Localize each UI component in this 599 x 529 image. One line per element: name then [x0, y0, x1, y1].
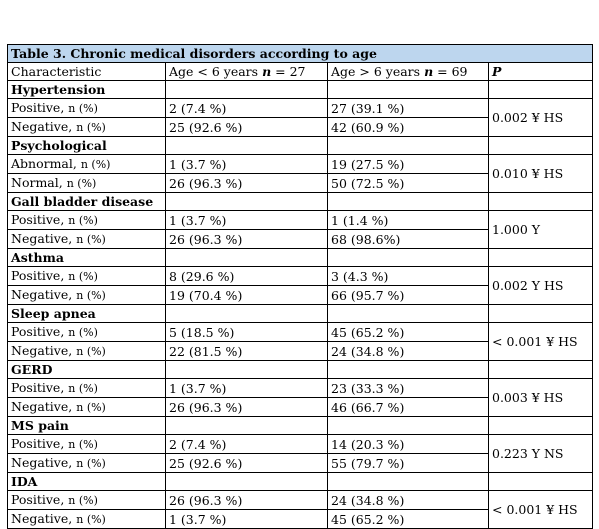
p-value: 0.003 ¥ HS	[489, 379, 593, 417]
group-title: MS pain	[8, 417, 166, 435]
group-title: Asthma	[8, 249, 166, 267]
row-label: Positive,	[11, 380, 65, 395]
empty-cell	[166, 305, 328, 323]
group-header-row	[8, 193, 593, 211]
age-under-6-value: 1 (3.7 %)	[166, 155, 328, 174]
row-unit: n (%)	[76, 121, 106, 134]
empty-cell	[166, 417, 328, 435]
empty-cell	[166, 137, 328, 155]
row-unit: n (%)	[76, 401, 106, 414]
table-row	[8, 323, 593, 342]
empty-cell	[166, 81, 328, 99]
header-age-over-6	[328, 63, 489, 81]
empty-cell	[166, 193, 328, 211]
empty-cell	[489, 305, 593, 323]
age-under-6-value: 2 (7.4 %)	[166, 435, 328, 454]
row-label: Negative,	[11, 343, 73, 358]
header-p-value	[489, 63, 593, 81]
row-unit: n (%)	[68, 270, 98, 283]
age-over-6-value: 45 (65.2 %)	[328, 510, 489, 529]
group-header-row	[8, 473, 593, 491]
row-label-cell	[8, 211, 166, 230]
age-over-6-value: 42 (60.9 %)	[328, 118, 489, 137]
row-label-cell	[8, 174, 166, 193]
age-over-6-value: 27 (39.1 %)	[328, 99, 489, 118]
row-unit: n (%)	[76, 513, 106, 526]
age-over-6-value: 50 (72.5 %)	[328, 174, 489, 193]
header-age-under-6-prefix: Age < 6 years	[169, 64, 263, 79]
age-under-6-value: 25 (92.6 %)	[166, 118, 328, 137]
empty-cell	[489, 137, 593, 155]
row-label: Positive,	[11, 324, 65, 339]
group-header-row	[8, 417, 593, 435]
age-over-6-value: 45 (65.2 %)	[328, 323, 489, 342]
row-label: Negative,	[11, 455, 73, 470]
row-unit: n (%)	[76, 457, 106, 470]
empty-cell	[328, 193, 489, 211]
caption-row	[8, 45, 593, 63]
empty-cell	[328, 137, 489, 155]
p-value: 0.010 ¥ HS	[489, 155, 593, 193]
group-title: Gall bladder disease	[8, 193, 166, 211]
group-header-row	[8, 305, 593, 323]
row-unit: n (%)	[68, 214, 98, 227]
empty-cell	[489, 361, 593, 379]
empty-cell	[489, 193, 593, 211]
row-label: Positive,	[11, 436, 65, 451]
row-label-cell	[8, 435, 166, 454]
age-under-6-value: 1 (3.7 %)	[166, 510, 328, 529]
p-value: < 0.001 ¥ HS	[489, 323, 593, 361]
header-age-over-6-n: n	[424, 64, 434, 79]
group-title: Hypertension	[8, 81, 166, 99]
age-under-6-value: 22 (81.5 %)	[166, 342, 328, 361]
row-unit: n (%)	[68, 494, 98, 507]
header-age-under-6-n: n	[262, 64, 272, 79]
header-p-label: P	[492, 64, 502, 79]
empty-cell	[328, 305, 489, 323]
row-label-cell	[8, 323, 166, 342]
row-label-cell	[8, 267, 166, 286]
row-label: Negative,	[11, 119, 73, 134]
row-label: Negative,	[11, 399, 73, 414]
age-over-6-value: 55 (79.7 %)	[328, 454, 489, 473]
p-value: < 0.001 ¥ HS	[489, 491, 593, 529]
group-title: IDA	[8, 473, 166, 491]
table-row	[8, 379, 593, 398]
row-label-cell	[8, 118, 166, 137]
age-under-6-value: 5 (18.5 %)	[166, 323, 328, 342]
age-under-6-value: 19 (70.4 %)	[166, 286, 328, 305]
row-label-cell	[8, 155, 166, 174]
row-label-cell	[8, 230, 166, 249]
p-value: 0.002 Y HS	[489, 267, 593, 305]
age-over-6-value: 19 (27.5 %)	[328, 155, 489, 174]
table-row	[8, 155, 593, 174]
age-under-6-value: 26 (96.3 %)	[166, 491, 328, 510]
row-label: Negative,	[11, 511, 73, 526]
table-caption: Table 3. Chronic medical disorders according to age	[8, 45, 593, 63]
row-label-cell	[8, 398, 166, 417]
row-label-cell	[8, 491, 166, 510]
empty-cell	[328, 81, 489, 99]
header-age-over-6-suffix: = 69	[433, 64, 468, 79]
age-over-6-value: 24 (34.8 %)	[328, 342, 489, 361]
chronic-disorders-table	[7, 44, 593, 529]
age-over-6-value: 46 (66.7 %)	[328, 398, 489, 417]
age-under-6-value: 1 (3.7 %)	[166, 379, 328, 398]
row-label: Positive,	[11, 212, 65, 227]
row-unit: n (%)	[76, 345, 106, 358]
table-row	[8, 99, 593, 118]
row-unit: n (%)	[68, 326, 98, 339]
header-characteristic: Characteristic	[8, 63, 166, 81]
age-under-6-value: 2 (7.4 %)	[166, 99, 328, 118]
p-value: 1.000 Y	[489, 211, 593, 249]
age-over-6-value: 1 (1.4 %)	[328, 211, 489, 230]
empty-cell	[166, 361, 328, 379]
row-label-cell	[8, 379, 166, 398]
empty-cell	[489, 473, 593, 491]
header-age-under-6-suffix: = 27	[271, 64, 306, 79]
row-unit: n (%)	[76, 289, 106, 302]
row-unit: n (%)	[66, 177, 97, 190]
table-row	[8, 211, 593, 230]
header-age-over-6-prefix: Age > 6 years	[331, 64, 425, 79]
table-row	[8, 435, 593, 454]
row-label: Positive,	[11, 268, 65, 283]
empty-cell	[328, 249, 489, 267]
age-under-6-value: 26 (96.3 %)	[166, 174, 328, 193]
table-row	[8, 491, 593, 510]
age-over-6-value: 24 (34.8 %)	[328, 491, 489, 510]
age-under-6-value: 26 (96.3 %)	[166, 398, 328, 417]
row-label-cell	[8, 454, 166, 473]
group-title: Sleep apnea	[8, 305, 166, 323]
empty-cell	[489, 249, 593, 267]
row-label: Abnormal,	[11, 156, 77, 171]
row-unit: n (%)	[68, 382, 98, 395]
group-title: Psychological	[8, 137, 166, 155]
group-header-row	[8, 81, 593, 99]
group-header-row	[8, 137, 593, 155]
age-over-6-value: 14 (20.3 %)	[328, 435, 489, 454]
age-under-6-value: 25 (92.6 %)	[166, 454, 328, 473]
row-label-cell	[8, 510, 166, 529]
header-age-under-6	[166, 63, 328, 81]
row-label: Normal,	[11, 175, 63, 190]
age-over-6-value: 3 (4.3 %)	[328, 267, 489, 286]
row-label-cell	[8, 342, 166, 361]
empty-cell	[489, 417, 593, 435]
row-label: Negative,	[11, 231, 73, 246]
age-under-6-value: 8 (29.6 %)	[166, 267, 328, 286]
p-value: 0.002 ¥ HS	[489, 99, 593, 137]
row-unit: n (%)	[80, 158, 111, 171]
empty-cell	[328, 417, 489, 435]
empty-cell	[166, 473, 328, 491]
row-unit: n (%)	[68, 102, 98, 115]
row-label: Negative,	[11, 287, 73, 302]
row-unit: n (%)	[68, 438, 98, 451]
empty-cell	[328, 473, 489, 491]
group-header-row	[8, 361, 593, 379]
row-label-cell	[8, 286, 166, 305]
group-title: GERD	[8, 361, 166, 379]
p-value: 0.223 Y NS	[489, 435, 593, 473]
age-under-6-value: 1 (3.7 %)	[166, 211, 328, 230]
row-label: Positive,	[11, 100, 65, 115]
row-label-cell	[8, 99, 166, 118]
age-over-6-value: 66 (95.7 %)	[328, 286, 489, 305]
row-label: Positive,	[11, 492, 65, 507]
header-row	[8, 63, 593, 81]
empty-cell	[328, 361, 489, 379]
age-under-6-value: 26 (96.3 %)	[166, 230, 328, 249]
empty-cell	[489, 81, 593, 99]
row-unit: n (%)	[76, 233, 106, 246]
empty-cell	[166, 249, 328, 267]
age-over-6-value: 68 (98.6%)	[328, 230, 489, 249]
group-header-row	[8, 249, 593, 267]
age-over-6-value: 23 (33.3 %)	[328, 379, 489, 398]
table-row	[8, 267, 593, 286]
